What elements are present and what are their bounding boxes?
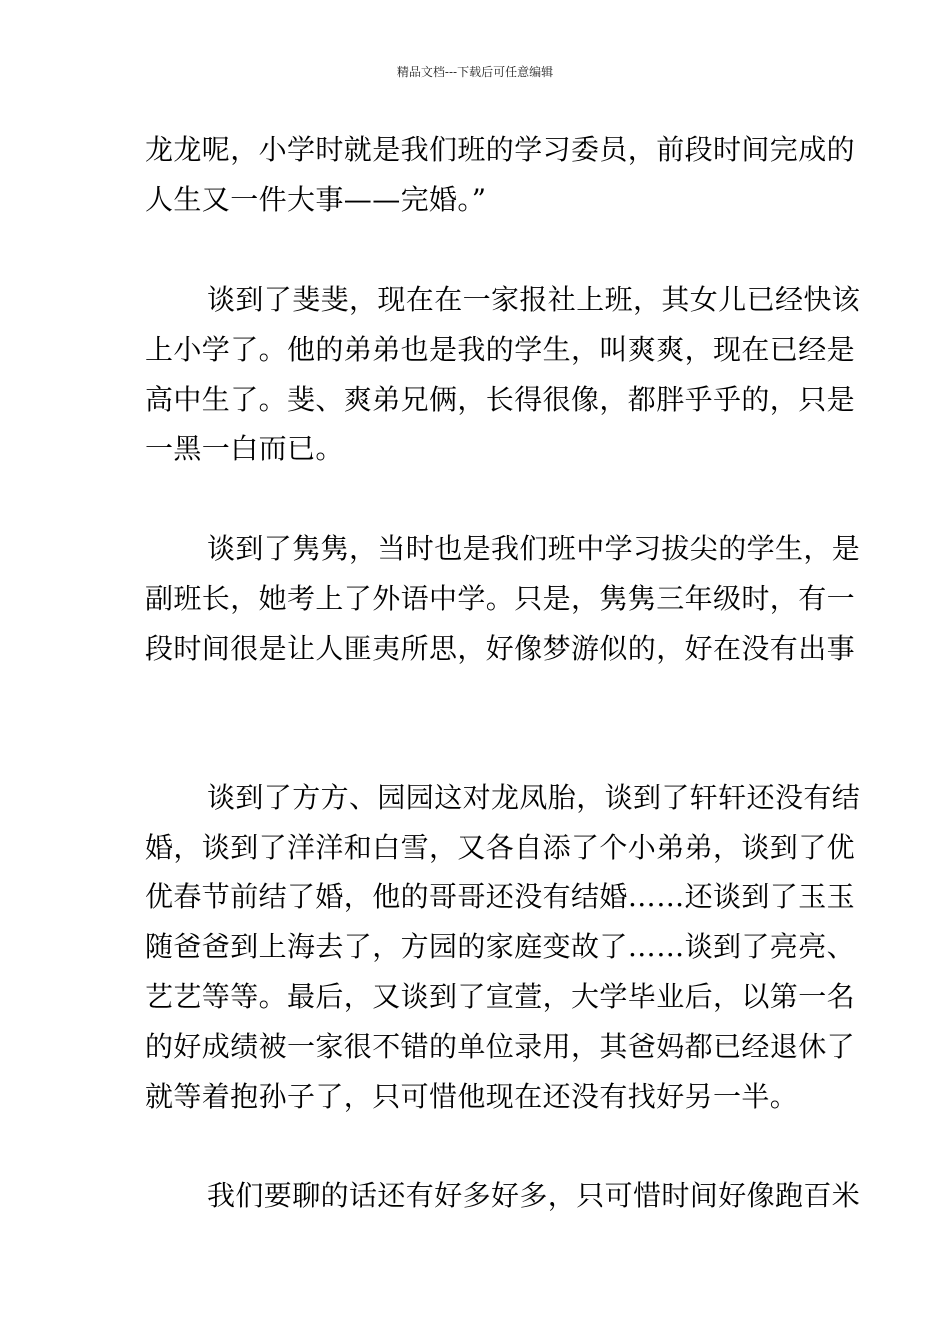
paragraph-4-line-6: 的好成绩被一家很不错的单位录用，其爸妈都已经退休了 xyxy=(145,1030,856,1063)
paragraph-4-line-5: 艺艺等等。最后，又谈到了宣萱，大学毕业后，以第一名 xyxy=(145,980,856,1013)
paragraph-4-line-7: 就等着抱孙子了，只可惜他现在还没有找好另一半。 xyxy=(145,1080,799,1113)
paragraph-1-line-2: 人生又一件大事——完婚。” xyxy=(145,183,487,216)
paragraph-3-line-1: 谈到了隽隽，当时也是我们班中学习拔尖的学生，是 xyxy=(207,532,861,565)
paragraph-4-line-1: 谈到了方方、园园这对龙凤胎，谈到了轩轩还没有结 xyxy=(207,781,861,814)
paragraph-2-line-2: 上小学了。他的弟弟也是我的学生，叫爽爽，现在已经是 xyxy=(145,333,856,366)
paragraph-2-line-3: 高中生了。斐、爽弟兄俩，长得很像，都胖乎乎的，只是 xyxy=(145,383,856,416)
paragraph-4-line-4: 随爸爸到上海去了，方园的家庭变故了……谈到了亮亮、 xyxy=(145,930,856,963)
paragraph-2-line-4: 一黑一白而已。 xyxy=(145,432,344,465)
paragraph-5-line-1: 我们要聊的话还有好多好多，只可惜时间好像跑百米 xyxy=(207,1179,861,1212)
paragraph-2-line-1: 谈到了斐斐，现在在一家报社上班，其女儿已经快该 xyxy=(207,283,861,316)
paragraph-3-line-3: 段时间很是让人匪夷所思，好像梦游似的，好在没有出事 xyxy=(145,632,856,665)
paragraph-4-line-3: 优春节前结了婚，他的哥哥还没有结婚……还谈到了玉玉 xyxy=(145,880,856,913)
paragraph-4-line-2: 婚，谈到了洋洋和白雪，又各自添了个小弟弟，谈到了优 xyxy=(145,831,856,864)
page-header: 精品文档---下载后可任意编辑 xyxy=(396,65,554,79)
paragraph-1-line-1: 龙龙呢，小学时就是我们班的学习委员，前段时间完成的 xyxy=(145,133,856,166)
paragraph-3-line-2: 副班长，她考上了外语中学。只是，隽隽三年级时，有一 xyxy=(145,582,856,615)
